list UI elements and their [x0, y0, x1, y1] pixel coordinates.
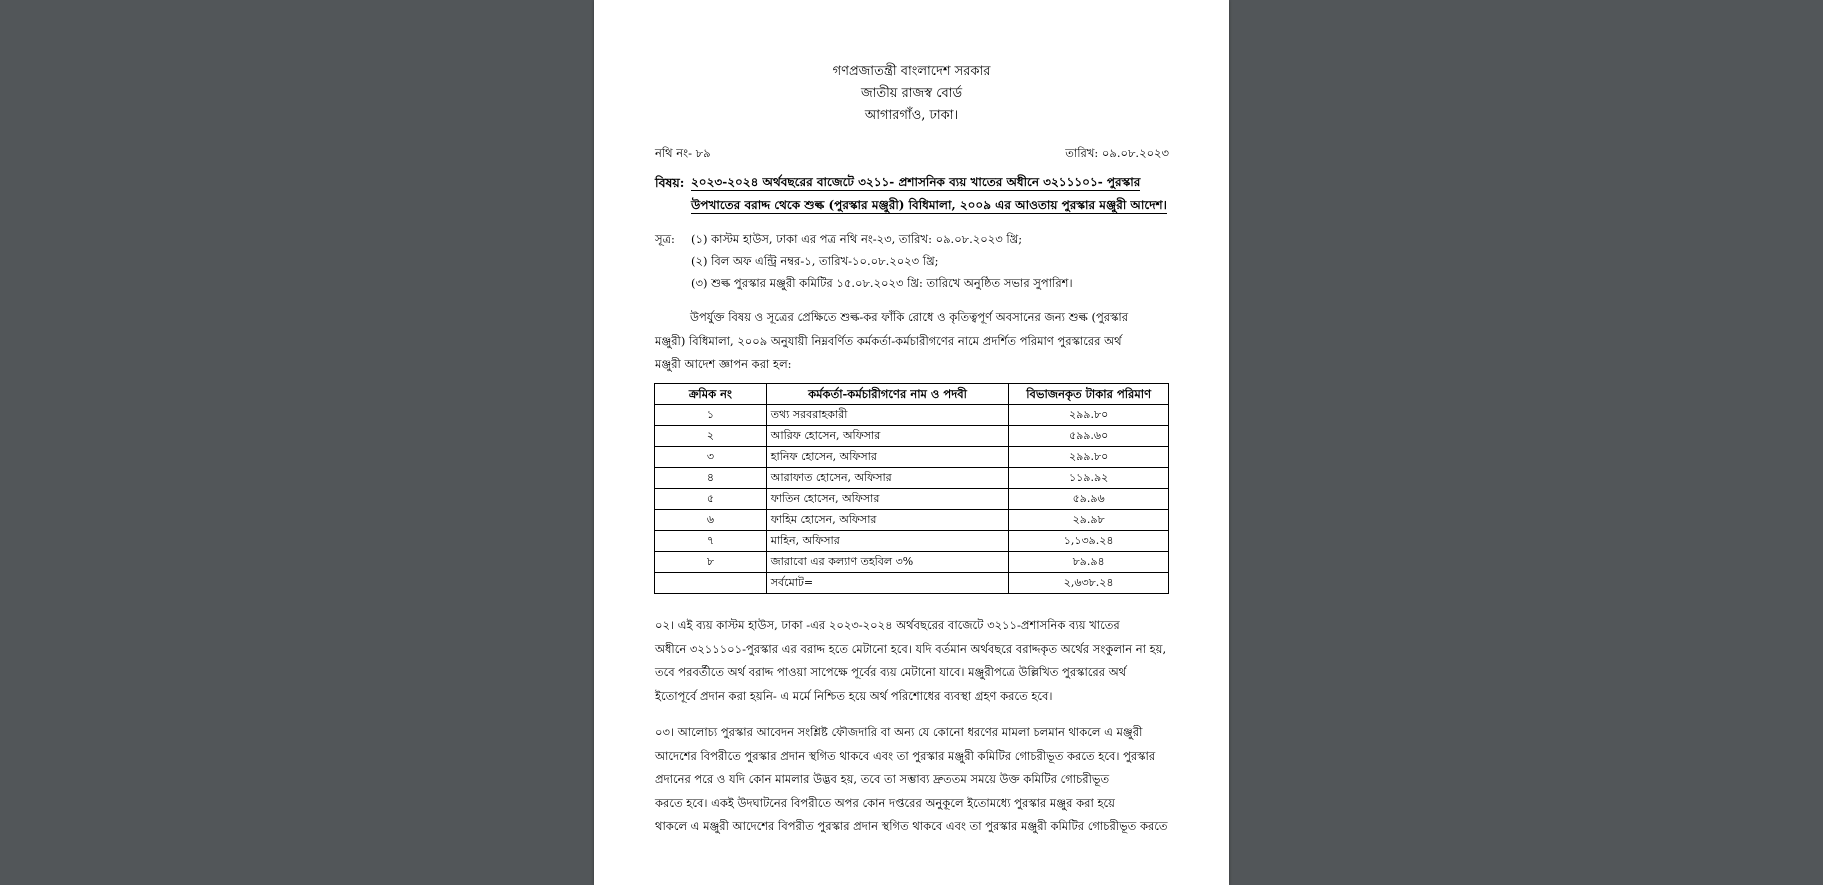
- serial-cell: ৭: [655, 531, 767, 552]
- subject-line-2: উপখাতের বরাদ্দ থেকে শুল্ক (পুরস্কার মঞ্জুরী) বিধিমালা, ২০০৯ এর আওতায় পুরস্কার মঞ্জুরী আদেশ।: [691, 198, 1167, 212]
- paragraph-03: [655, 721, 1171, 839]
- serial-cell: ২: [655, 426, 767, 447]
- name-cell: আরাফাত হোসেন, অফিসার: [766, 468, 1008, 489]
- amount-cell: ২৯৯.৮০: [1009, 447, 1169, 468]
- name-cell: আরিফ হোসেন, অফিসার: [766, 426, 1008, 447]
- serial-cell: ৩: [655, 447, 767, 468]
- name-cell: হানিফ হোসেন, অফিসার: [766, 447, 1008, 468]
- table-row: [655, 405, 1169, 426]
- intro-line: মঞ্জুরী) বিধিমালা, ২০০৯ অনুযায়ী নিম্নবর্ণিত কর্মকর্তা-কর্মচারীগণের নামে প্রদর্শিত পরিমাণ পুরস্কারের অর্থ: [655, 333, 1122, 348]
- name-cell: মাহিন, অফিসার: [766, 531, 1008, 552]
- serial-cell: ৬: [655, 510, 767, 531]
- paragraph-line: থাকলে এ মঞ্জুরী আদেশের বিপরীত পুরস্কার প্রদান স্থগিত থাকবে এবং তা পুরস্কার মঞ্জুরী কমিটির গোচরীভূত করতে: [655, 819, 1168, 833]
- amount-cell: ৫৯.৯৬: [1009, 489, 1169, 510]
- paragraph-line: ০২। এই ব্যয় কাস্টম হাউস, ঢাকা -এর ২০২৩-২০২৪ অর্থবছরের বাজেটে ৩২১১-প্রশাসনিক ব্যয় খাতের: [655, 618, 1120, 632]
- amount-cell: ২৯.৯৮: [1009, 510, 1169, 531]
- amount-cell: ২৯৯.৮০: [1009, 405, 1169, 426]
- reference-item: (৩) শুল্ক পুরস্কার মঞ্জুরী কমিটির ১৫.০৮.২০২৩ খ্রি: তারিখে অনুষ্ঠিত সভার সুপারিশ।: [691, 276, 1073, 290]
- paragraph-line: ০৩। আলোচ্য পুরস্কার আবেদন সংশ্লিষ্ট ফৌজদারি বা অন্য যে কোনো ধরণের মামলা চলমান থাকলে এ মঞ্জুরী: [655, 725, 1143, 739]
- document-date: তারিখ: ০৯.০৮.২০২৩: [1065, 146, 1169, 160]
- header-address: আগারগাঁও, ঢাকা।: [864, 108, 959, 123]
- name-cell: তথ্য সরবরাহকারী: [766, 405, 1008, 426]
- table-row: [655, 531, 1169, 552]
- amount-cell: ৮৯.৯৪: [1009, 552, 1169, 573]
- serial-cell: ৫: [655, 489, 767, 510]
- intro-line: উপর্যুক্ত বিষয় ও সূত্রের প্রেক্ষিতে শুল্ক-কর ফাঁকি রোধে ও কৃতিত্বপূর্ণ অবসানের জন্য শুল্ক (পুরস্কার: [690, 310, 1129, 324]
- paragraph-02: [655, 614, 1171, 708]
- table-row: [655, 552, 1169, 573]
- name-cell: ফাতিন হোসেন, অফিসার: [766, 489, 1008, 510]
- references-label: সূত্র:: [655, 232, 675, 246]
- column-header-amount: বিভাজনকৃত টাকার পরিমাণ: [1009, 384, 1169, 405]
- total-label: সর্বমোট=: [766, 573, 1008, 594]
- intro-paragraph: [655, 306, 1171, 377]
- paragraph-line: অধীনে ৩২১১১০১-পুরস্কার এর বরাদ্দ হতে মেটানো হবে। যদি বর্তমান অর্থবছরে বরাদ্দকৃত অর্থের সংকুলান না হয়,: [655, 641, 1167, 656]
- subject-line-1: ২০২৩-২০২৪ অর্থবছরের বাজেটে ৩২১১- প্রশাসনিক ব্যয় খাতের অধীনে ৩২১১১০১- পুরস্কার: [691, 175, 1141, 189]
- table-row: [655, 447, 1169, 468]
- total-amount: ২,৬৩৮.২৪: [1009, 573, 1169, 594]
- serial-cell: ৮: [655, 552, 767, 573]
- intro-line: মঞ্জুরী আদেশ জ্ঞাপন করা হল:: [655, 357, 792, 371]
- serial-cell: ৪: [655, 468, 767, 489]
- reference-item: (১) কাস্টম হাউস, ঢাকা এর পত্র নথি নং-২৩, তারিখ: ০৯.০৮.২০২৩ খ্রি;: [691, 232, 1023, 246]
- reference-item: (২) বিল অফ এন্ট্রি নম্বর-১, তারিখ-১০.০৮.২০২৩ খ্রি;: [691, 254, 939, 268]
- paragraph-line: ইতোপূর্বে প্রদান করা হয়নি- এ মর্মে নিশ্চিত হয়ে অর্থ পরিশোধের ব্যবস্থা গ্রহণ করতে হবে।: [655, 688, 1053, 703]
- header-government: গণপ্রজাতন্ত্রী বাংলাদেশ সরকার: [832, 64, 991, 79]
- column-header-name: কর্মকর্তা-কর্মচারীগণের নাম ও পদবী: [766, 384, 1008, 405]
- table-row: [655, 510, 1169, 531]
- table-row: [655, 426, 1169, 447]
- file-number: নথি নং- ৮৯: [655, 146, 711, 160]
- table-row: [655, 489, 1169, 510]
- table-row: [655, 468, 1169, 489]
- name-cell: ফাহিম হোসেন, অফিসার: [766, 510, 1008, 531]
- award-table: [654, 383, 1169, 594]
- amount-cell: ৫৯৯.৬০: [1009, 426, 1169, 447]
- document-page: [594, 0, 1229, 885]
- paragraph-line: আদেশের বিপরীতে পুরস্কার প্রদান স্থগিত থাকবে এবং তা পুরস্কার মঞ্জুরী কমিটির গোচরীভূত করতে হবে। পুরস্কার: [655, 748, 1156, 763]
- amount-cell: ১,১৩৯.২৪: [1009, 531, 1169, 552]
- header-board: জাতীয় রাজস্ব বোর্ড: [860, 86, 963, 101]
- paragraph-line: প্রদানের পরে ও যদি কোন মামলার উদ্ভব হয়, তবে তা সম্ভাব্য দ্রুততম সময়ে উক্ত কমিটির গোচরীভূত: [655, 772, 1110, 786]
- name-cell: জারাবো এর কল্যাণ তহবিল ৩%: [766, 552, 1008, 573]
- serial-cell: ১: [655, 405, 767, 426]
- table-total-row: [655, 573, 1169, 594]
- paragraph-line: তবে পরবর্তীতে অর্থ বরাদ্দ পাওয়া সাপেক্ষে পূর্বের ব্যয় মেটানো যাবে। মঞ্জুরীপত্রে উল্লিখিত পুরস্কারের অর্থ: [655, 665, 1127, 679]
- column-header-serial: ক্রমিক নং: [655, 384, 767, 405]
- subject-label: বিষয়:: [655, 175, 685, 190]
- amount-cell: ১১৯.৯২: [1009, 468, 1169, 489]
- paragraph-line: করতে হবে। একই উদঘাটনের বিপরীতে অপর কোন দপ্তরের অনুকূলে ইতোমধ্যে পুরস্কার মঞ্জুর করা হয়ে: [655, 795, 1115, 810]
- empty-cell: [655, 573, 767, 594]
- table-header-row: [655, 384, 1169, 405]
